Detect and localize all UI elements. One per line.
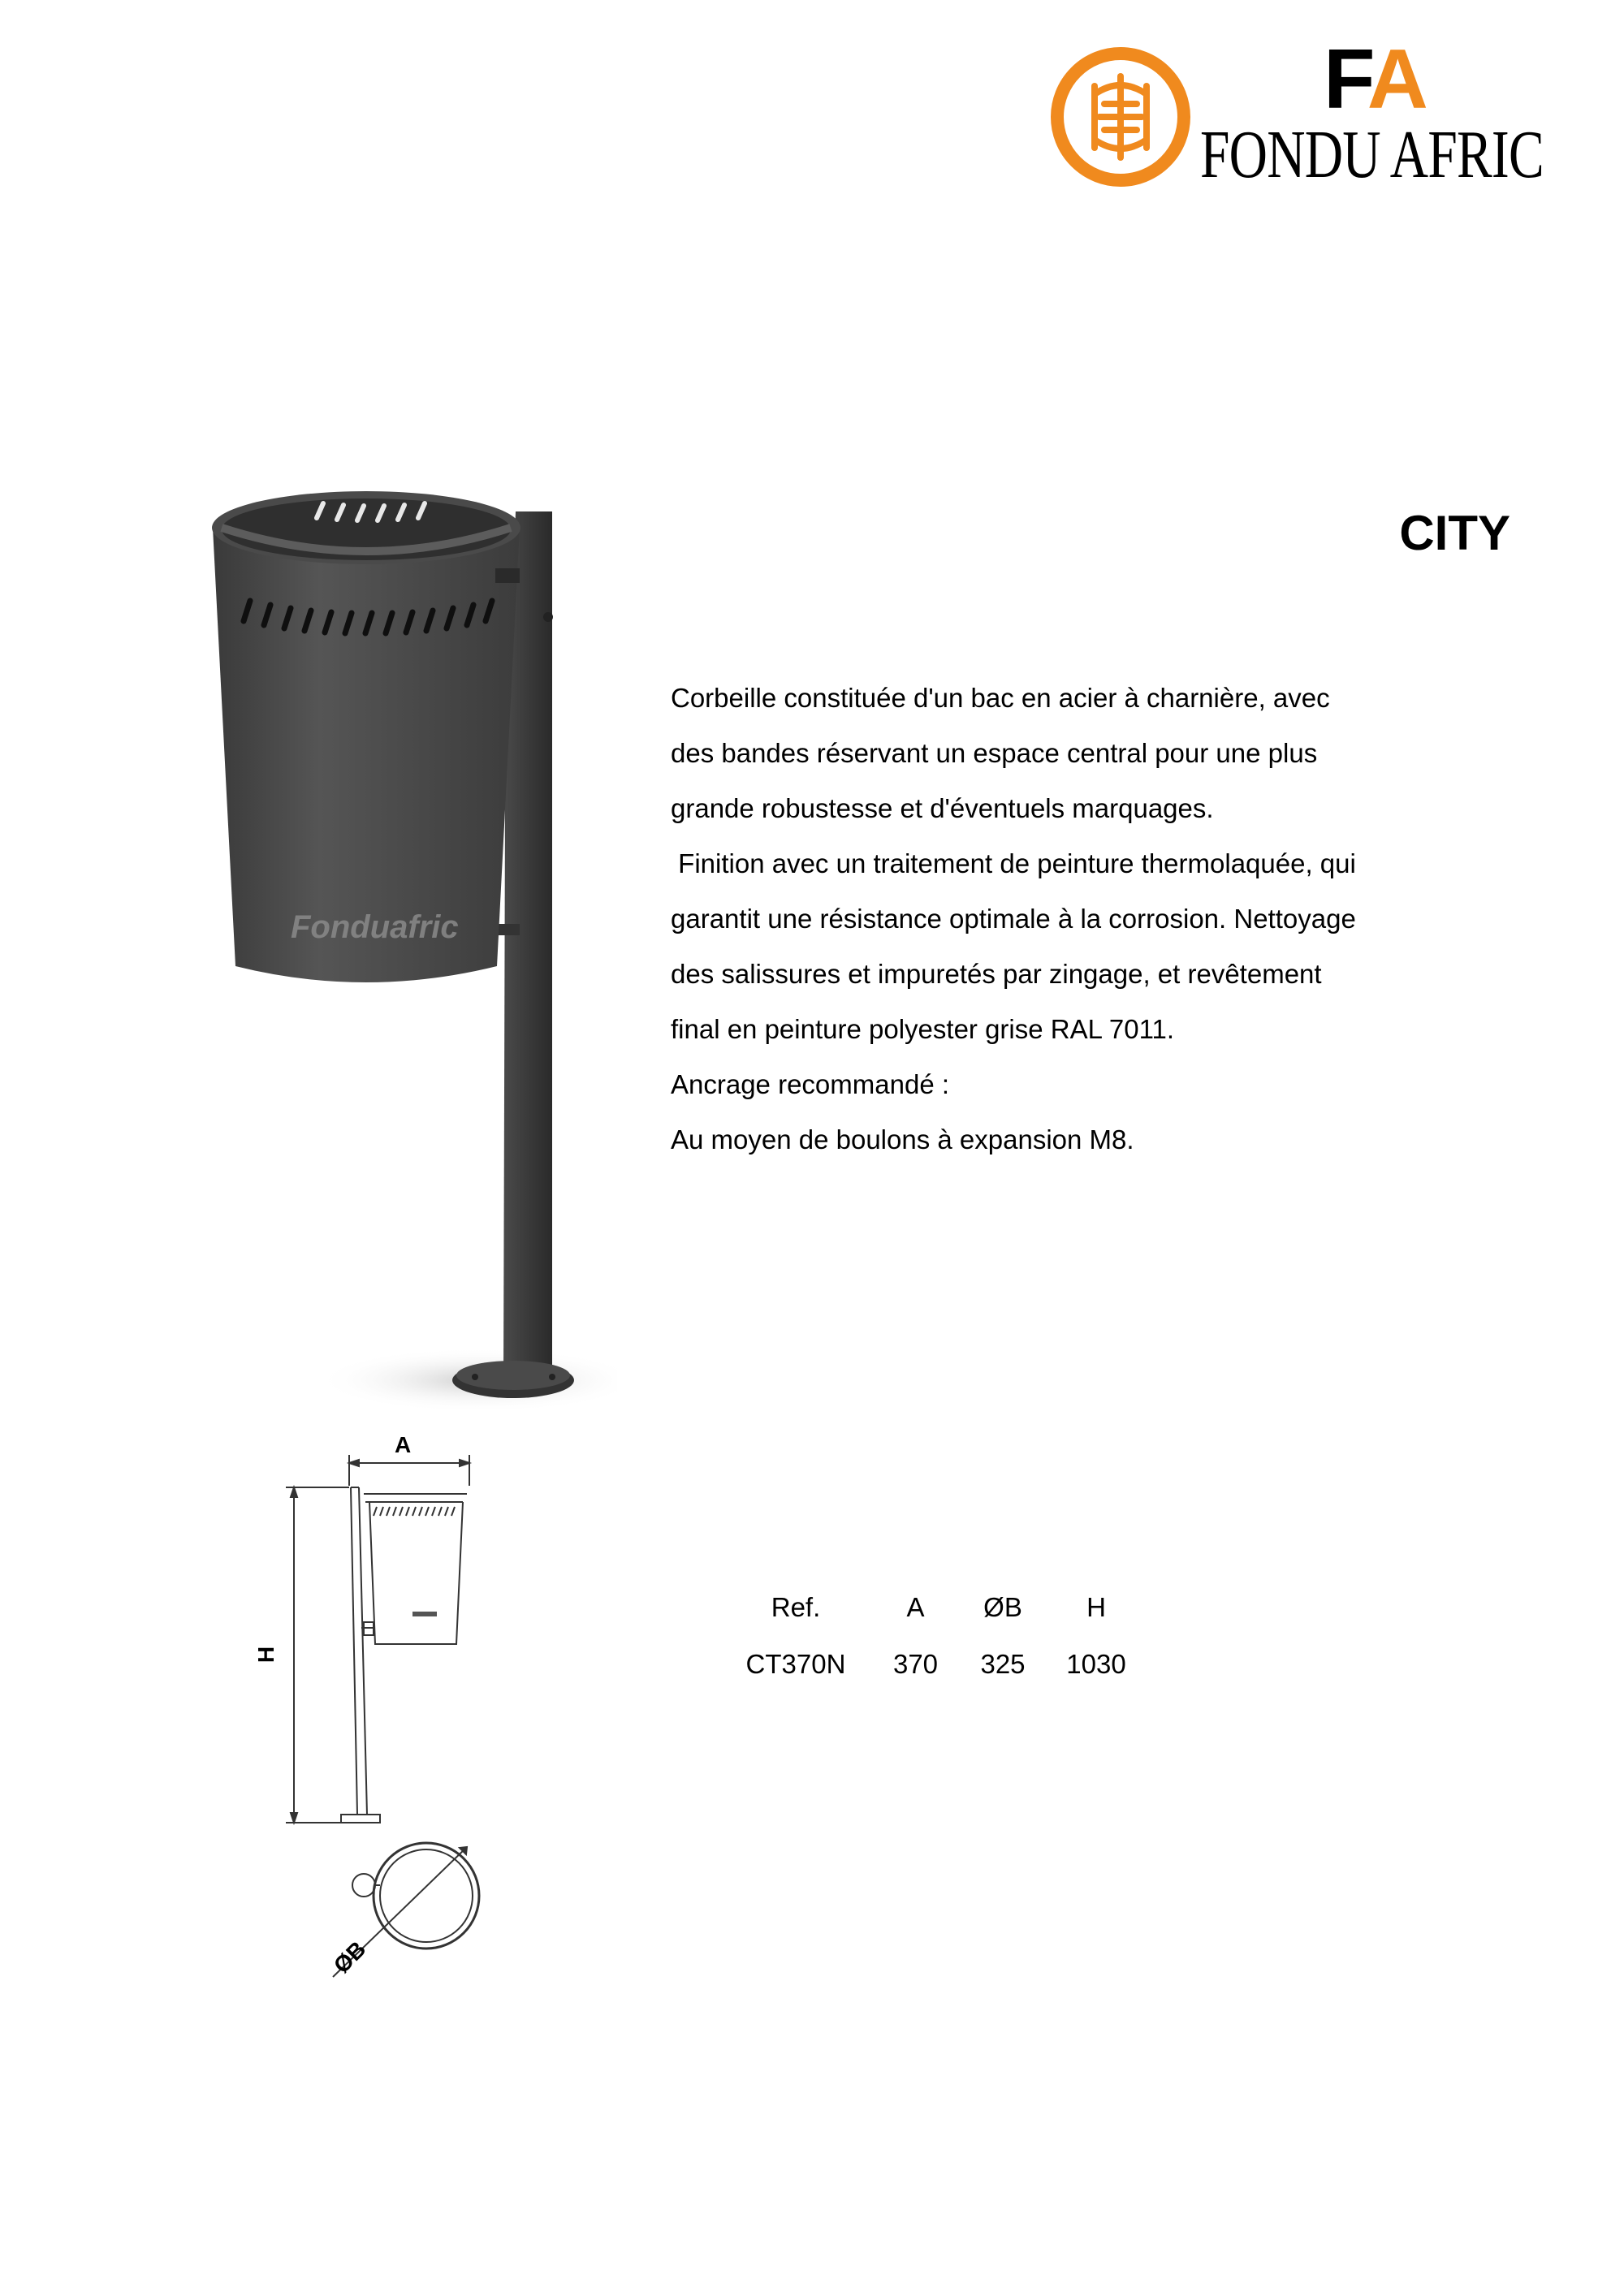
dimension-label-a: A xyxy=(395,1432,412,1457)
spec-cell-ref: CT370N xyxy=(745,1649,846,1679)
dimension-label-h: H xyxy=(253,1646,279,1664)
description-line: Au moyen de boulons à expansion M8. xyxy=(671,1124,1134,1154)
description-line: final en peinture polyester grise RAL 7011. xyxy=(671,1014,1175,1044)
dimension-label-b: ØB xyxy=(328,1936,371,1979)
technical-drawing xyxy=(235,1432,503,2005)
spec-header-b: ØB xyxy=(983,1592,1022,1622)
dimension-drawing xyxy=(235,1437,503,2005)
spec-header-row xyxy=(715,1579,1141,1636)
description-line: garantit une résistance optimale à la corrosion. Nettoyage xyxy=(671,904,1356,934)
spec-table xyxy=(715,1579,1141,1693)
description-line: Corbeille constituée d'un bac en acier à charnière, avec xyxy=(671,683,1330,713)
spec-cell-h: 1030 xyxy=(1066,1649,1126,1679)
brand-name: FONDU AFRIC xyxy=(1200,117,1544,192)
product-title: CITY xyxy=(1399,506,1510,560)
description-line: Ancrage recommandé : xyxy=(671,1069,950,1099)
brand-initial-a: A xyxy=(1367,32,1425,127)
brand-initials xyxy=(1324,32,1425,127)
description-line: Finition avec un traitement de peinture thermolaquée, qui xyxy=(671,848,1356,878)
spec-cell-a: 370 xyxy=(892,1649,939,1679)
brand-logo xyxy=(1047,32,1608,193)
product-description xyxy=(671,671,1402,1167)
image-watermark: Fonduafric xyxy=(291,909,459,945)
table-row xyxy=(715,1636,1141,1693)
description-line: des bandes réservant un espace central pour une plus xyxy=(671,738,1318,768)
fa-emblem-icon xyxy=(1047,44,1194,190)
spec-header-ref: Ref. xyxy=(771,1592,821,1622)
description-line: grande robustesse et d'éventuels marquages. xyxy=(671,793,1214,823)
spec-header-h: H xyxy=(1086,1592,1106,1622)
spec-header-a: A xyxy=(906,1592,925,1622)
description-line: des salissures et impuretés par zingage, et revêtement xyxy=(671,959,1322,989)
brand-initial-f: F xyxy=(1324,32,1367,127)
spec-cell-b: 325 xyxy=(980,1649,1026,1679)
trash-bin-illustration xyxy=(195,479,617,1421)
product-image xyxy=(195,479,617,1421)
